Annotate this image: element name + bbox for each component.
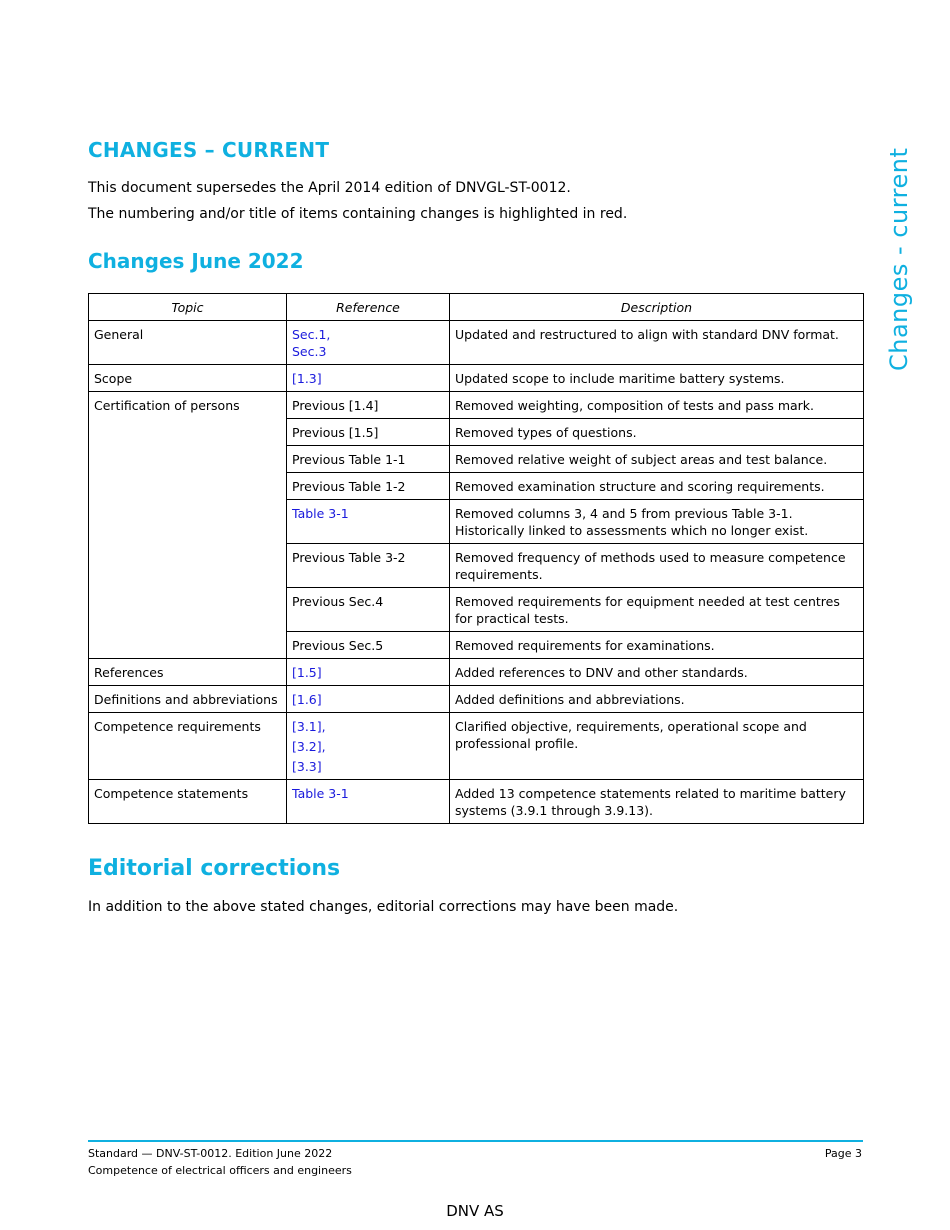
reference-cell: Previous [1.5]	[287, 419, 450, 446]
description-cell: Updated and restructured to align with standard DNV format.	[450, 321, 864, 365]
description-cell: Removed requirements for equipment needed at test centres for practical tests.	[450, 588, 864, 632]
changes-table	[88, 293, 864, 824]
reference-link[interactable]: [3.2],	[292, 739, 326, 754]
reference-cell: Previous Table 3-2	[287, 544, 450, 588]
description-cell: Clarified objective, requirements, operational scope and professional profile.	[450, 713, 864, 780]
table-header-row	[89, 294, 864, 321]
header-description: Description	[450, 294, 864, 321]
reference-link[interactable]: [1.6]	[292, 692, 322, 707]
footer-divider	[88, 1140, 863, 1142]
description-cell: Removed frequency of methods used to measure competence requirements.	[450, 544, 864, 588]
table-row	[89, 321, 864, 365]
description-cell: Removed weighting, composition of tests and pass mark.	[450, 392, 864, 419]
reference-cell: Previous [1.4]	[287, 392, 450, 419]
footer-standard-line: Standard — DNV-ST-0012. Edition June 2022	[88, 1147, 333, 1160]
reference-cell: Previous Table 1-1	[287, 446, 450, 473]
reference-cell	[287, 659, 450, 686]
intro-paragraph-1: This document supersedes the April 2014 edition of DNVGL-ST-0012.	[88, 180, 571, 196]
reference-link[interactable]: Sec.1,	[292, 327, 331, 342]
table-row	[89, 686, 864, 713]
editorial-text: In addition to the above stated changes, editorial corrections may have been made.	[88, 899, 679, 915]
header-topic: Topic	[89, 294, 287, 321]
table-row	[89, 780, 864, 824]
topic-cell: References	[89, 659, 287, 686]
intro-paragraph-2: The numbering and/or title of items containing changes is highlighted in red.	[88, 206, 628, 222]
reference-link[interactable]: Sec.3	[292, 344, 327, 359]
topic-cell: General	[89, 321, 287, 365]
topic-cell: Competence requirements	[89, 713, 287, 780]
reference-cell	[287, 500, 450, 544]
table-row	[89, 713, 864, 780]
description-cell: Removed requirements for examinations.	[450, 632, 864, 659]
topic-cell: Certification of persons	[89, 392, 287, 659]
description-cell: Added references to DNV and other standards.	[450, 659, 864, 686]
reference-link[interactable]: [1.5]	[292, 665, 322, 680]
reference-link[interactable]: Table 3-1	[292, 506, 349, 521]
description-cell: Removed types of questions.	[450, 419, 864, 446]
reference-cell: Previous Table 1-2	[287, 473, 450, 500]
editorial-heading: Editorial corrections	[88, 856, 341, 881]
header-reference: Reference	[287, 294, 450, 321]
reference-cell	[287, 713, 450, 780]
topic-cell: Competence statements	[89, 780, 287, 824]
table-row	[89, 392, 864, 419]
description-cell: Removed relative weight of subject areas and test balance.	[450, 446, 864, 473]
reference-cell	[287, 365, 450, 392]
reference-link[interactable]: [3.1],	[292, 719, 326, 734]
reference-cell: Previous Sec.5	[287, 632, 450, 659]
reference-cell	[287, 321, 450, 365]
topic-cell: Scope	[89, 365, 287, 392]
reference-cell: Previous Sec.4	[287, 588, 450, 632]
topic-cell: Definitions and abbreviations	[89, 686, 287, 713]
page-number: Page 3	[824, 1147, 862, 1160]
footer-title-line: Competence of electrical officers and engineers	[88, 1164, 352, 1177]
description-cell: Updated scope to include maritime battery systems.	[450, 365, 864, 392]
page-title: CHANGES – CURRENT	[88, 138, 330, 162]
description-cell: Added 13 competence statements related to maritime battery systems (3.9.1 through 3.9.13).	[450, 780, 864, 824]
reference-cell	[287, 780, 450, 824]
table-row	[89, 365, 864, 392]
reference-cell	[287, 686, 450, 713]
company-name: DNV AS	[446, 1202, 504, 1220]
description-cell: Removed columns 3, 4 and 5 from previous Table 3-1. Historically linked to assessments which no longer exist.	[450, 500, 864, 544]
side-tab-label: Changes - current	[885, 147, 913, 371]
reference-link[interactable]: [3.3]	[292, 759, 322, 774]
description-cell: Removed examination structure and scoring requirements.	[450, 473, 864, 500]
table-row	[89, 659, 864, 686]
reference-link[interactable]: Table 3-1	[292, 786, 349, 801]
changes-heading: Changes June 2022	[88, 249, 304, 273]
description-cell: Added definitions and abbreviations.	[450, 686, 864, 713]
reference-link[interactable]: [1.3]	[292, 371, 322, 386]
